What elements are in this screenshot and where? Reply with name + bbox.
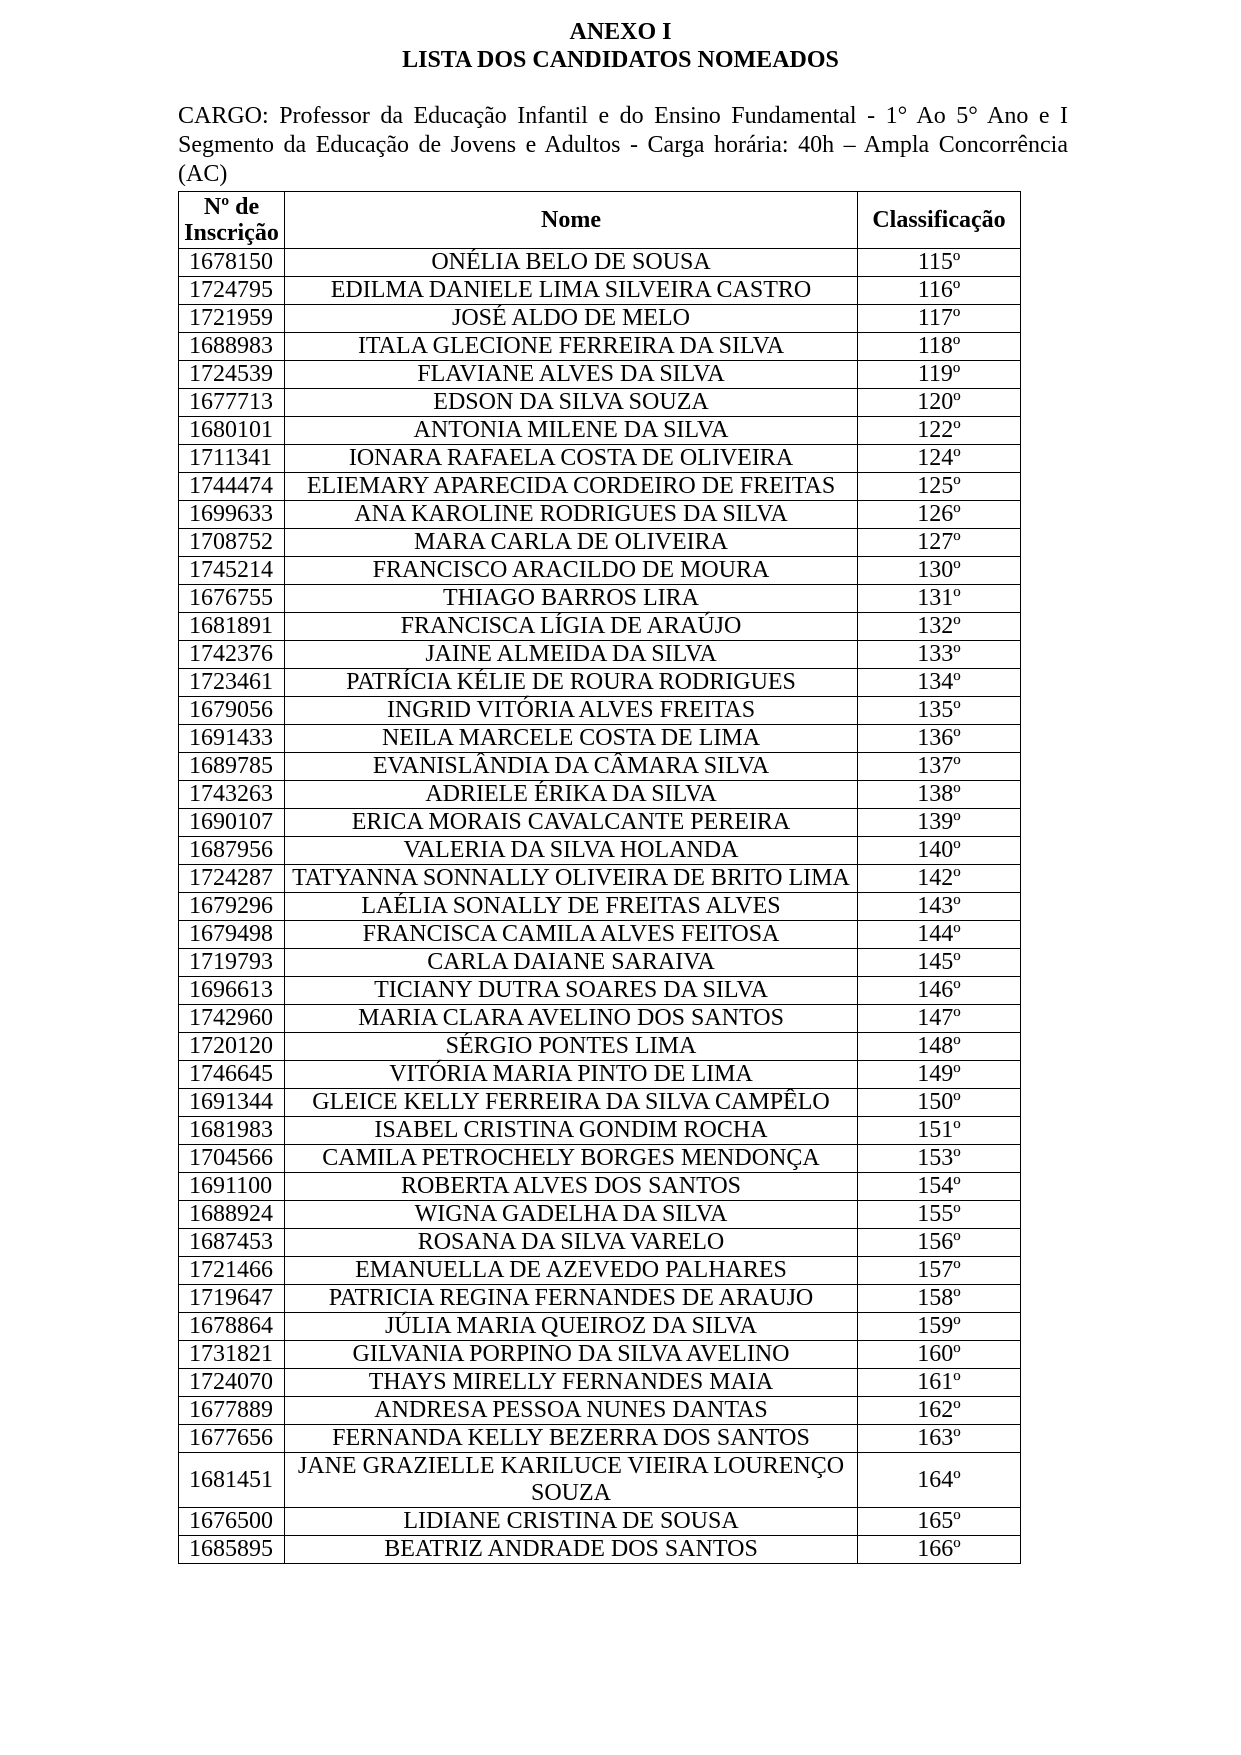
cell-inscricao: 1719647: [179, 1285, 285, 1313]
table-row: [179, 641, 1021, 669]
cell-inscricao: 1676755: [179, 585, 285, 613]
table-row: [179, 1508, 1021, 1536]
cell-nome: THIAGO BARROS LIRA: [285, 585, 858, 613]
cell-nome: SÉRGIO PONTES LIMA: [285, 1033, 858, 1061]
table-row: [179, 1453, 1021, 1508]
column-header-nome: Nome: [285, 192, 858, 249]
cell-nome: JOSÉ ALDO DE MELO: [285, 305, 858, 333]
cell-nome: PATRÍCIA KÉLIE DE ROURA RODRIGUES: [285, 669, 858, 697]
cell-nome: EDILMA DANIELE LIMA SILVEIRA CASTRO: [285, 277, 858, 305]
cell-classificacao: 135º: [858, 697, 1021, 725]
table-row: [179, 1173, 1021, 1201]
cell-nome: FRANCISCO ARACILDO DE MOURA: [285, 557, 858, 585]
cell-classificacao: 142º: [858, 865, 1021, 893]
cell-nome: IONARA RAFAELA COSTA DE OLIVEIRA: [285, 445, 858, 473]
cell-classificacao: 166º: [858, 1536, 1021, 1564]
cell-classificacao: 131º: [858, 585, 1021, 613]
cell-inscricao: 1679498: [179, 921, 285, 949]
table-row: [179, 1033, 1021, 1061]
table-row: [179, 389, 1021, 417]
cell-inscricao: 1746645: [179, 1061, 285, 1089]
table-row: [179, 669, 1021, 697]
cell-inscricao: 1688983: [179, 333, 285, 361]
cell-inscricao: 1685895: [179, 1536, 285, 1564]
cell-nome: GILVANIA PORPINO DA SILVA AVELINO: [285, 1341, 858, 1369]
cell-inscricao: 1681983: [179, 1117, 285, 1145]
table-row: [179, 1257, 1021, 1285]
cell-inscricao: 1699633: [179, 501, 285, 529]
cell-classificacao: 136º: [858, 725, 1021, 753]
cell-inscricao: 1690107: [179, 809, 285, 837]
table-row: [179, 1369, 1021, 1397]
table-row: [179, 1145, 1021, 1173]
cell-classificacao: 163º: [858, 1425, 1021, 1453]
cell-classificacao: 153º: [858, 1145, 1021, 1173]
cell-inscricao: 1720120: [179, 1033, 285, 1061]
cell-nome: ITALA GLECIONE FERREIRA DA SILVA: [285, 333, 858, 361]
table-body: [179, 249, 1021, 1564]
cell-inscricao: 1743263: [179, 781, 285, 809]
cell-inscricao: 1742960: [179, 1005, 285, 1033]
table-row: [179, 1285, 1021, 1313]
table-row: [179, 417, 1021, 445]
cell-classificacao: 144º: [858, 921, 1021, 949]
cell-nome: PATRICIA REGINA FERNANDES DE ARAUJO: [285, 1285, 858, 1313]
cell-nome: WIGNA GADELHA DA SILVA: [285, 1201, 858, 1229]
cell-nome: EDSON DA SILVA SOUZA: [285, 389, 858, 417]
table-row: [179, 333, 1021, 361]
cell-inscricao: 1719793: [179, 949, 285, 977]
cell-classificacao: 165º: [858, 1508, 1021, 1536]
cell-classificacao: 134º: [858, 669, 1021, 697]
cell-inscricao: 1742376: [179, 641, 285, 669]
cell-classificacao: 160º: [858, 1341, 1021, 1369]
table-row: [179, 725, 1021, 753]
cell-classificacao: 132º: [858, 613, 1021, 641]
cell-nome: FRANCISCA LÍGIA DE ARAÚJO: [285, 613, 858, 641]
cell-inscricao: 1689785: [179, 753, 285, 781]
cell-nome: ADRIELE ÉRIKA DA SILVA: [285, 781, 858, 809]
cell-inscricao: 1704566: [179, 1145, 285, 1173]
cell-nome: TICIANY DUTRA SOARES DA SILVA: [285, 977, 858, 1005]
cell-nome: FERNANDA KELLY BEZERRA DOS SANTOS: [285, 1425, 858, 1453]
cell-classificacao: 120º: [858, 389, 1021, 417]
document-subtitle: LISTA DOS CANDIDATOS NOMEADOS: [402, 47, 839, 73]
table-row: [179, 613, 1021, 641]
cell-nome: ROSANA DA SILVA VARELO: [285, 1229, 858, 1257]
cell-classificacao: 140º: [858, 837, 1021, 865]
cell-inscricao: 1677889: [179, 1397, 285, 1425]
cell-inscricao: 1745214: [179, 557, 285, 585]
cell-inscricao: 1721959: [179, 305, 285, 333]
column-header-inscricao: Nº de Inscrição: [179, 192, 285, 249]
candidates-table: [178, 191, 1021, 1564]
cell-classificacao: 137º: [858, 753, 1021, 781]
cell-nome: VITÓRIA MARIA PINTO DE LIMA: [285, 1061, 858, 1089]
table-row: [179, 1341, 1021, 1369]
cell-classificacao: 133º: [858, 641, 1021, 669]
cell-nome: ANA KAROLINE RODRIGUES DA SILVA: [285, 501, 858, 529]
cell-classificacao: 149º: [858, 1061, 1021, 1089]
cell-classificacao: 154º: [858, 1173, 1021, 1201]
table-row: [179, 1061, 1021, 1089]
cell-inscricao: 1691344: [179, 1089, 285, 1117]
cell-nome: INGRID VITÓRIA ALVES FREITAS: [285, 697, 858, 725]
cell-inscricao: 1680101: [179, 417, 285, 445]
cell-inscricao: 1721466: [179, 1257, 285, 1285]
table-row: [179, 1536, 1021, 1564]
cell-inscricao: 1708752: [179, 529, 285, 557]
cell-classificacao: 145º: [858, 949, 1021, 977]
cell-classificacao: 139º: [858, 809, 1021, 837]
cell-nome: FRANCISCA CAMILA ALVES FEITOSA: [285, 921, 858, 949]
cell-inscricao: 1711341: [179, 445, 285, 473]
table-row: [179, 557, 1021, 585]
cell-classificacao: 116º: [858, 277, 1021, 305]
cell-nome: VALERIA DA SILVA HOLANDA: [285, 837, 858, 865]
cell-nome: JAINE ALMEIDA DA SILVA: [285, 641, 858, 669]
cell-inscricao: 1724795: [179, 277, 285, 305]
cell-classificacao: 119º: [858, 361, 1021, 389]
cell-classificacao: 150º: [858, 1089, 1021, 1117]
cell-classificacao: 156º: [858, 1229, 1021, 1257]
cell-classificacao: 146º: [858, 977, 1021, 1005]
table-row: [179, 697, 1021, 725]
cell-inscricao: 1677713: [179, 389, 285, 417]
table-row: [179, 501, 1021, 529]
cell-classificacao: 164º: [858, 1453, 1021, 1508]
table-row: [179, 361, 1021, 389]
table-row: [179, 1089, 1021, 1117]
table-row: [179, 837, 1021, 865]
table-row: [179, 809, 1021, 837]
table-row: [179, 865, 1021, 893]
table-row: [179, 977, 1021, 1005]
table-row: [179, 473, 1021, 501]
cell-inscricao: 1691433: [179, 725, 285, 753]
cell-classificacao: 143º: [858, 893, 1021, 921]
cell-nome: LIDIANE CRISTINA DE SOUSA: [285, 1508, 858, 1536]
cargo-description: CARGO: Professor da Educação Infantil e do Ensino Fundamental - 1° Ao 5° Ano e I Segmento da Educação de Jovens e Adultos - Carga horária: 40h – Ampla Concorrência (AC): [178, 103, 1068, 187]
table-row: [179, 1229, 1021, 1257]
cell-nome: ERICA MORAIS CAVALCANTE PEREIRA: [285, 809, 858, 837]
cell-classificacao: 159º: [858, 1313, 1021, 1341]
cell-classificacao: 162º: [858, 1397, 1021, 1425]
cell-classificacao: 151º: [858, 1117, 1021, 1145]
cell-nome: ELIEMARY APARECIDA CORDEIRO DE FREITAS: [285, 473, 858, 501]
cell-inscricao: 1679056: [179, 697, 285, 725]
table-row: [179, 753, 1021, 781]
cell-inscricao: 1687453: [179, 1229, 285, 1257]
cell-classificacao: 130º: [858, 557, 1021, 585]
table-row: [179, 1425, 1021, 1453]
cell-inscricao: 1723461: [179, 669, 285, 697]
table-row: [179, 949, 1021, 977]
cell-inscricao: 1724070: [179, 1369, 285, 1397]
cell-nome: ANDRESA PESSOA NUNES DANTAS: [285, 1397, 858, 1425]
cell-nome: LAÉLIA SONALLY DE FREITAS ALVES: [285, 893, 858, 921]
table-row: [179, 1201, 1021, 1229]
cell-inscricao: 1696613: [179, 977, 285, 1005]
cell-classificacao: 117º: [858, 305, 1021, 333]
cell-nome: JÚLIA MARIA QUEIROZ DA SILVA: [285, 1313, 858, 1341]
cell-inscricao: 1679296: [179, 893, 285, 921]
cell-classificacao: 122º: [858, 417, 1021, 445]
table-row: [179, 1117, 1021, 1145]
cell-classificacao: 126º: [858, 501, 1021, 529]
cell-classificacao: 118º: [858, 333, 1021, 361]
table-row: [179, 277, 1021, 305]
cell-inscricao: 1681891: [179, 613, 285, 641]
cell-classificacao: 148º: [858, 1033, 1021, 1061]
cell-nome: TATYANNA SONNALLY OLIVEIRA DE BRITO LIMA: [285, 865, 858, 893]
table-row: [179, 921, 1021, 949]
cell-nome: FLAVIANE ALVES DA SILVA: [285, 361, 858, 389]
cell-inscricao: 1688924: [179, 1201, 285, 1229]
table-row: [179, 249, 1021, 277]
cell-classificacao: 157º: [858, 1257, 1021, 1285]
cell-inscricao: 1678864: [179, 1313, 285, 1341]
table-row: [179, 529, 1021, 557]
cell-classificacao: 125º: [858, 473, 1021, 501]
cell-classificacao: 127º: [858, 529, 1021, 557]
cell-classificacao: 158º: [858, 1285, 1021, 1313]
cell-classificacao: 161º: [858, 1369, 1021, 1397]
table-row: [179, 445, 1021, 473]
cell-inscricao: 1731821: [179, 1341, 285, 1369]
cell-nome: CAMILA PETROCHELY BORGES MENDONÇA: [285, 1145, 858, 1173]
cell-nome: EMANUELLA DE AZEVEDO PALHARES: [285, 1257, 858, 1285]
cell-inscricao: 1744474: [179, 473, 285, 501]
cell-nome: NEILA MARCELE COSTA DE LIMA: [285, 725, 858, 753]
cell-inscricao: 1676500: [179, 1508, 285, 1536]
table-row: [179, 585, 1021, 613]
cell-nome: BEATRIZ ANDRADE DOS SANTOS: [285, 1536, 858, 1564]
cell-classificacao: 138º: [858, 781, 1021, 809]
column-header-classificacao: Classificação: [858, 192, 1021, 249]
cell-nome: JANE GRAZIELLE KARILUCE VIEIRA LOURENÇO SOUZA: [285, 1453, 858, 1508]
cell-nome: ANTONIA MILENE DA SILVA: [285, 417, 858, 445]
cell-inscricao: 1724539: [179, 361, 285, 389]
table-row: [179, 305, 1021, 333]
table-row: [179, 1397, 1021, 1425]
cell-nome: GLEICE KELLY FERREIRA DA SILVA CAMPÊLO: [285, 1089, 858, 1117]
table-row: [179, 1005, 1021, 1033]
document-title: ANEXO I: [569, 19, 672, 45]
cell-nome: ROBERTA ALVES DOS SANTOS: [285, 1173, 858, 1201]
cell-inscricao: 1678150: [179, 249, 285, 277]
cell-nome: THAYS MIRELLY FERNANDES MAIA: [285, 1369, 858, 1397]
cell-inscricao: 1691100: [179, 1173, 285, 1201]
cell-inscricao: 1724287: [179, 865, 285, 893]
table-header-row: [179, 192, 1021, 249]
cell-nome: ISABEL CRISTINA GONDIM ROCHA: [285, 1117, 858, 1145]
cell-nome: ONÉLIA BELO DE SOUSA: [285, 249, 858, 277]
cell-classificacao: 147º: [858, 1005, 1021, 1033]
cell-nome: EVANISLÂNDIA DA CÂMARA SILVA: [285, 753, 858, 781]
cell-nome: MARA CARLA DE OLIVEIRA: [285, 529, 858, 557]
cell-inscricao: 1687956: [179, 837, 285, 865]
table-row: [179, 893, 1021, 921]
table-row: [179, 781, 1021, 809]
cell-classificacao: 115º: [858, 249, 1021, 277]
cell-nome: MARIA CLARA AVELINO DOS SANTOS: [285, 1005, 858, 1033]
cell-classificacao: 124º: [858, 445, 1021, 473]
cell-inscricao: 1681451: [179, 1453, 285, 1508]
cell-nome: CARLA DAIANE SARAIVA: [285, 949, 858, 977]
cell-inscricao: 1677656: [179, 1425, 285, 1453]
cell-classificacao: 155º: [858, 1201, 1021, 1229]
table-row: [179, 1313, 1021, 1341]
